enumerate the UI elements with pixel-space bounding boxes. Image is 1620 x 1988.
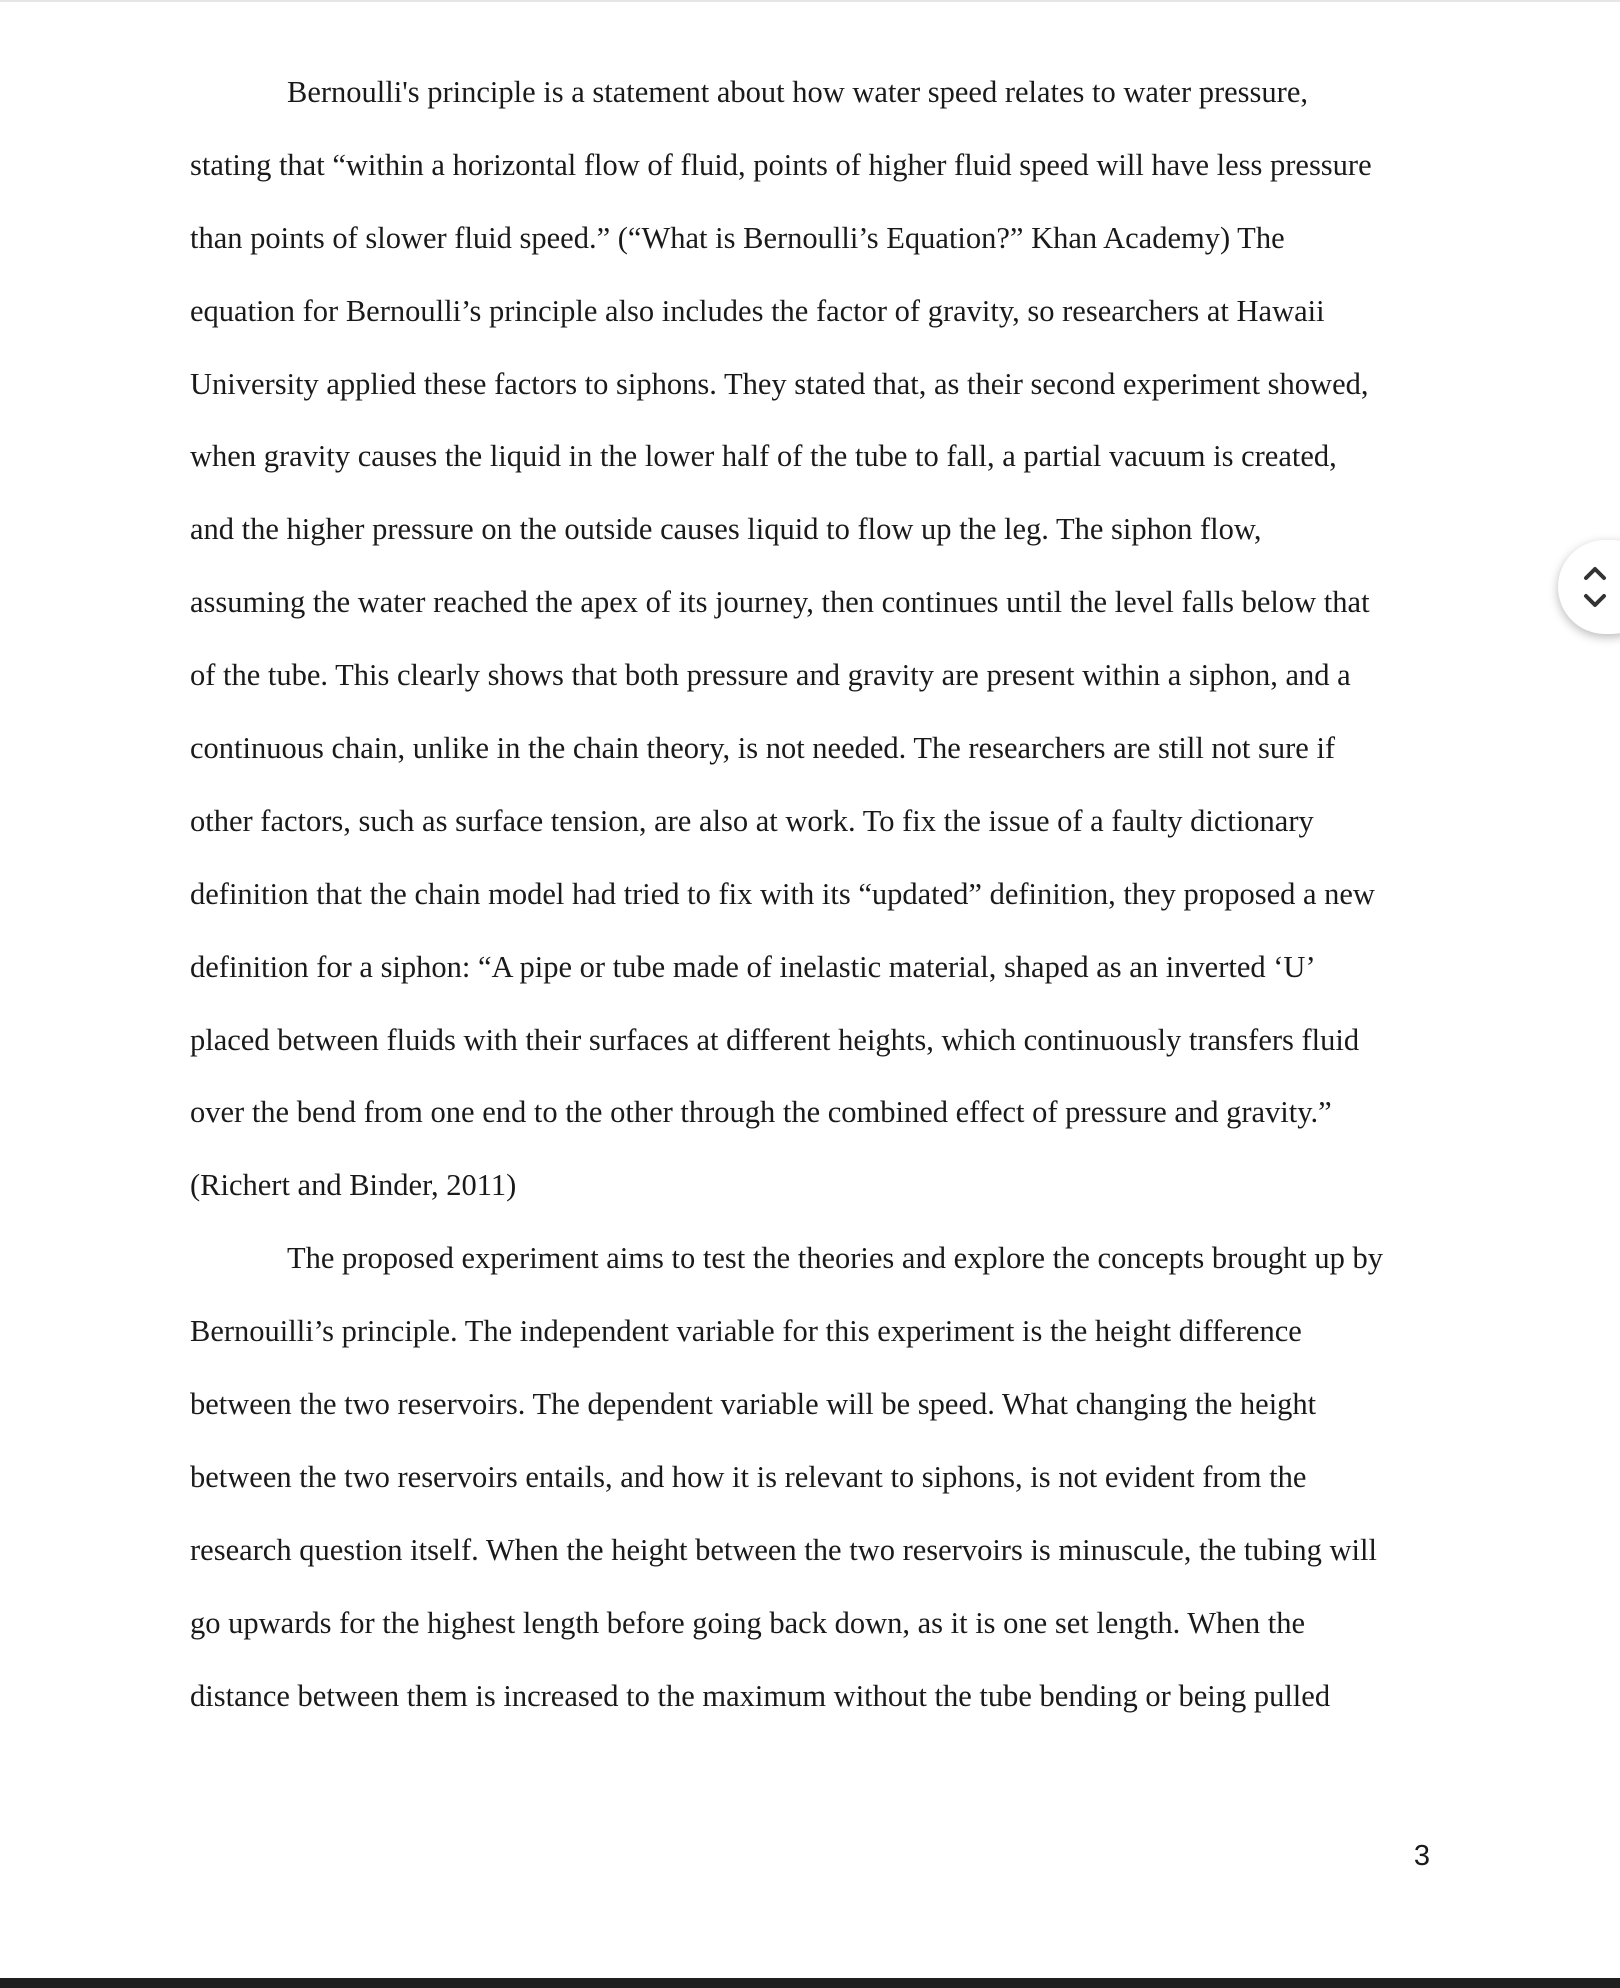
text-line: over the bend from one end to the other through the combined effect of pressure and gravity.” (190, 1095, 1332, 1130)
text-line: other factors, such as surface tension, are also at work. To fix the issue of a faulty dictionary (190, 803, 1314, 838)
text-line: placed between fluids with their surfaces at different heights, which continuously transfers fluid (190, 1022, 1360, 1057)
text-line: go upwards for the highest length before going back down, as it is one set length. When the (190, 1605, 1305, 1640)
text-line: stating that “within a horizontal flow of fluid, points of higher fluid speed will have less pressure (190, 147, 1372, 182)
text-line: (Richert and Binder, 2011) (190, 1168, 517, 1203)
text-line: when gravity causes the liquid in the lower half of the tube to fall, a partial vacuum is created, (190, 439, 1337, 474)
chevron-down-icon[interactable] (1582, 590, 1608, 612)
text-line: Bernoulli's principle is a statement about how water speed relates to water pressure, (287, 75, 1308, 109)
text-line: University applied these factors to siphons. They stated that, as their second experiment showed, (190, 366, 1369, 401)
text-line: between the two reservoirs. The dependent variable will be speed. What changing the height (190, 1387, 1317, 1422)
text-line: The proposed experiment aims to test the theories and explore the concepts brought up by (287, 1241, 1384, 1276)
text-line: between the two reservoirs entails, and how it is relevant to siphons, is not evident from the (190, 1459, 1307, 1494)
text-line: distance between them is increased to the maximum without the tube bending or being pulled (190, 1678, 1331, 1713)
text-line: equation for Bernoulli’s principle also includes the factor of gravity, so researchers at Hawaii (190, 293, 1325, 328)
text-line: and the higher pressure on the outside causes liquid to flow up the leg. The siphon flow, (190, 512, 1262, 547)
text-line: than points of slower fluid speed.” (“What is Bernoulli’s Equation?” Khan Academy) The (190, 220, 1285, 255)
bottom-bar (0, 1978, 1620, 1988)
text-line: assuming the water reached the apex of its journey, then continues until the level falls below that (190, 585, 1370, 620)
text-line: of the tube. This clearly shows that both pressure and gravity are present within a siphon, and a (190, 658, 1351, 693)
text-line: continuous chain, unlike in the chain theory, is not needed. The researchers are still not sure if (190, 731, 1336, 766)
chevron-up-icon[interactable] (1582, 562, 1608, 584)
text-line: research question itself. When the height between the two reservoirs is minuscule, the tubing will (190, 1532, 1377, 1567)
text-line: definition for a siphon: “A pipe or tube made of inelastic material, shaped as an inverted ‘U’ (190, 949, 1316, 984)
text-line: definition that the chain model had tried to fix with its “updated” definition, they proposed a new (190, 876, 1375, 911)
text-line: Bernouilli’s principle. The independent variable for this experiment is the height difference (190, 1314, 1302, 1349)
page-number: 3 (1413, 1840, 1430, 1872)
body-text (190, 56, 1430, 1732)
